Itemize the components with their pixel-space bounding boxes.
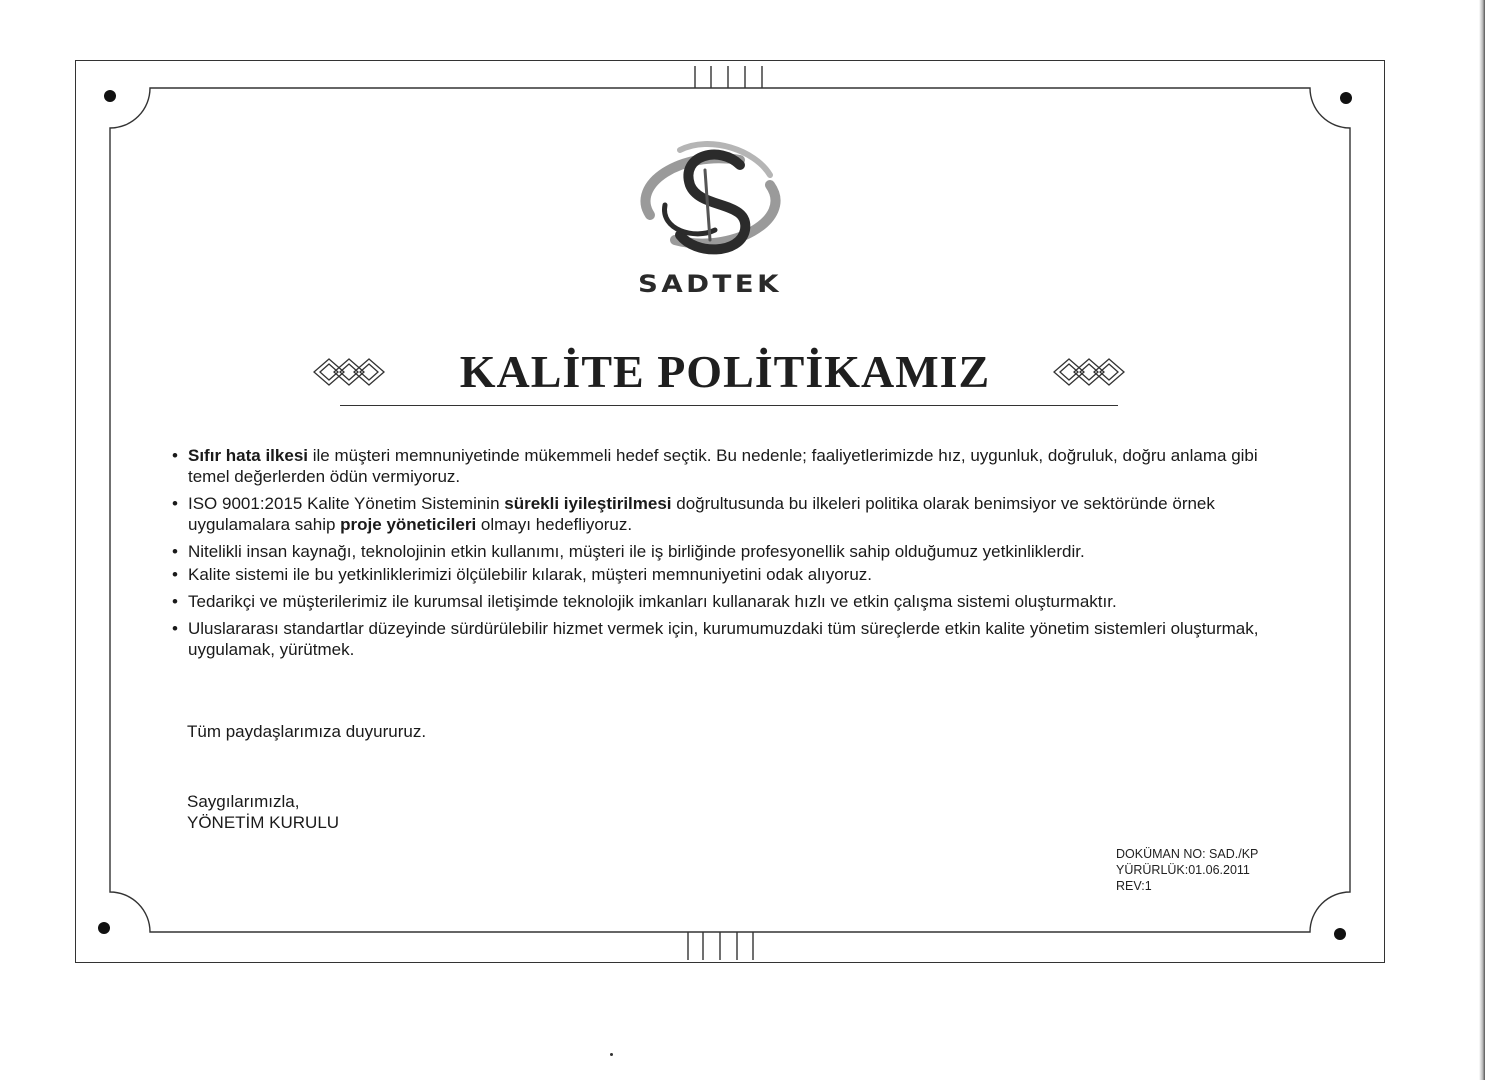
- signature-block: [187, 791, 339, 833]
- policy-item: • Kalite sistemi ile bu yetkinliklerimizi ölçülebilir kılarak, müşteri memnuniyetini odak alıyoruz.: [172, 564, 1282, 585]
- title-underline: [340, 405, 1118, 406]
- page-title: KALİTE POLİTİKAMIZ: [459, 346, 991, 397]
- regards-line: Saygılarımızla,: [187, 792, 300, 811]
- policy-item: • Uluslararası standartlar düzeyinde sürdürülebilir hizmet vermek için, kurumumuzdaki tüm süreçlerde etkin kalite yönetim sistemleri oluşturmak, uygulamak, yürütmek.: [172, 618, 1282, 660]
- policy-item: • Sıfır hata ilkesi ile müşteri memnuniyetinde mükemmeli hedef seçtik. Bu nedenle; faaliyetlerimizde hız, uygunluk, doğruluk, doğru anlama gibi temel değerlerden ödün vermiyoruz.: [172, 445, 1282, 487]
- effective-date: YÜRÜRLÜK:01.06.2011: [1116, 863, 1250, 877]
- document-info: [1116, 846, 1258, 894]
- title-row: [300, 345, 1150, 405]
- policy-list: [172, 445, 1282, 666]
- sadtek-logo-icon: [620, 130, 800, 270]
- scan-speck: [610, 1053, 613, 1056]
- brand-name: SADTEK: [638, 270, 782, 298]
- board-name: YÖNETİM KURULU: [187, 813, 340, 832]
- doc-number: DOKÜMAN NO: SAD./KP: [1116, 847, 1259, 861]
- policy-item: • Tedarikçi ve müşterilerimiz ile kurumsal iletişimde teknolojik imkanları kullanarak hızlı ve etkin çalışma sistemi oluşturmaktır.: [172, 591, 1282, 612]
- policy-item: • Nitelikli insan kaynağı, teknolojinin etkin kullanımı, müşteri ile iş birliğinde profesyonellik sahip olduğumuz yetkinliklerdir.: [172, 541, 1282, 562]
- policy-item: • ISO 9001:2015 Kalite Yönetim Sisteminin sürekli iyileştirilmesi doğrultusunda bu ilkeleri politika olarak benimsiyor ve sektöründe örnek uygulamalara sahip proje yöneticileri olmayı hedefliyoruz.: [172, 493, 1282, 535]
- notice-text: Tüm paydaşlarımıza duyururuz.: [187, 722, 427, 741]
- revision: REV:1: [1116, 879, 1152, 893]
- logo: [620, 130, 800, 300]
